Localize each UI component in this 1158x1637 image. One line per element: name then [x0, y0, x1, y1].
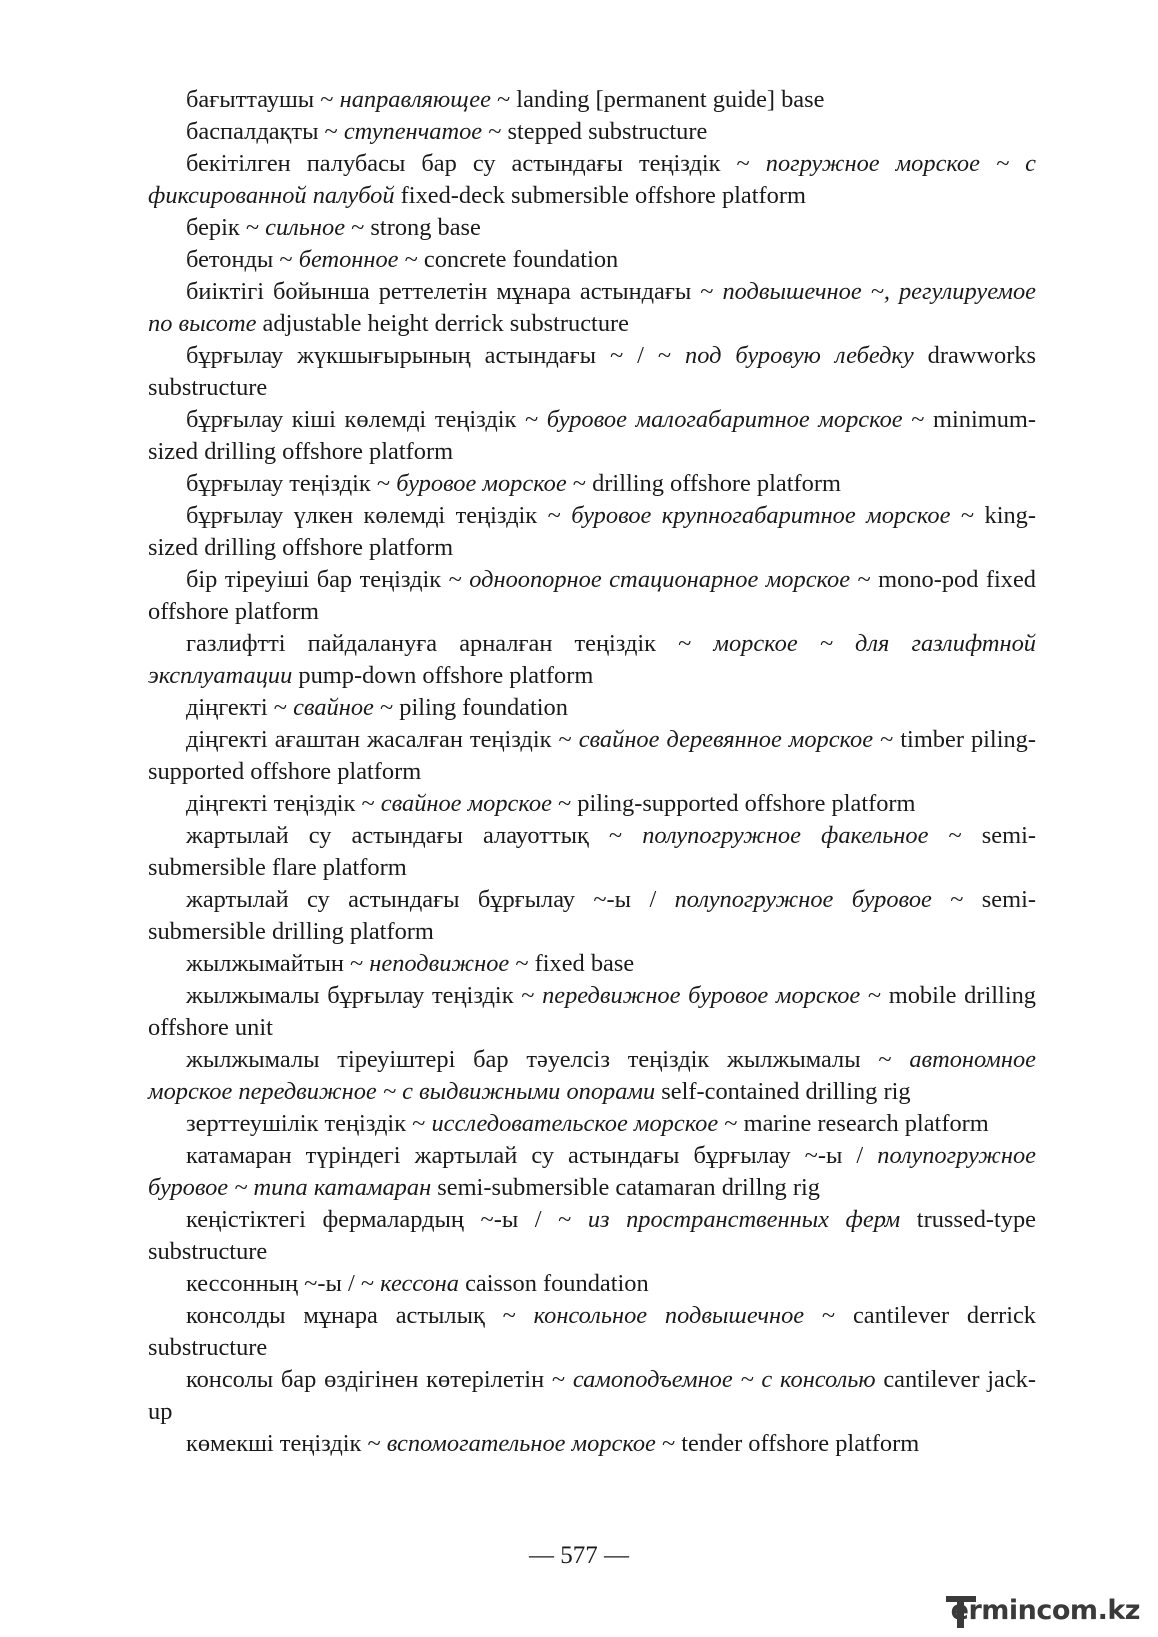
kazakh-term: жартылай су астындағы алауоттық ~	[186, 822, 643, 849]
dictionary-entry	[148, 500, 1036, 564]
english-term: cantilever jack-up	[148, 1366, 1036, 1425]
russian-term: неподвижное	[369, 950, 510, 977]
kazakh-term: газлифтті пайдалануға арналған теңіздік ~	[186, 630, 714, 657]
dictionary-entry	[148, 244, 1036, 276]
english-term: ~ marine research platform	[718, 1110, 989, 1137]
dictionary-entry	[148, 948, 1036, 980]
kazakh-term: бұрғылау теңіздік ~	[186, 470, 397, 497]
kazakh-term: баспалдақты ~	[186, 118, 344, 145]
english-term: trussed-type substructure	[148, 1206, 1037, 1265]
kazakh-term: бір тіреуіші бар теңіздік ~	[186, 566, 470, 593]
russian-term: вспомогательное морское	[386, 1430, 656, 1457]
english-term: ~ semi-submersible flare platform	[148, 822, 1036, 881]
kazakh-term: көмекші теңіздік ~	[186, 1430, 387, 1457]
english-term: fixed-deck submersible offshore platform	[394, 182, 806, 209]
dictionary-entry	[148, 1140, 1036, 1204]
dictionary-entry	[148, 1364, 1036, 1428]
dictionary-entry	[148, 564, 1036, 628]
russian-term: погружное морское ~ с фиксированной палубой	[148, 150, 1036, 209]
english-term: ~ cantilever derrick substructure	[148, 1302, 1036, 1361]
russian-term: из пространственных ферм	[587, 1206, 901, 1233]
english-term: self-contained drilling rig	[655, 1078, 911, 1105]
english-term: adjustable height derrick substructure	[256, 310, 629, 337]
dictionary-entry	[148, 404, 1036, 468]
english-term: ~ king-sized drilling offshore platform	[148, 502, 1036, 561]
dictionary-entry	[148, 820, 1036, 884]
russian-term: самоподъемное ~ с консолью	[572, 1366, 876, 1393]
russian-term: консольное подвышечное	[533, 1302, 805, 1329]
dictionary-entry	[148, 84, 1036, 116]
dictionary-entry	[148, 340, 1036, 404]
russian-term: свайное морское	[380, 790, 552, 817]
dictionary-entry	[148, 724, 1036, 788]
kazakh-term: катамаран түріндегі жартылай су астындағы бұрғылау ~-ы /	[186, 1142, 878, 1169]
dictionary-entry	[148, 116, 1036, 148]
dictionary-entry	[148, 1204, 1036, 1268]
dictionary-entry	[148, 1108, 1036, 1140]
kazakh-term: діңгекті ~	[186, 694, 294, 721]
russian-term: исследовательское морское	[431, 1110, 719, 1137]
russian-term: полупогружное буровое ~ типа катамаран	[148, 1142, 1036, 1201]
english-term: ~ fixed base	[509, 950, 635, 977]
russian-term: полупогружное факельное	[642, 822, 929, 849]
dictionary-entry	[148, 1428, 1036, 1460]
kazakh-term: кеңістіктегі фермалардың ~-ы / ~	[186, 1206, 588, 1233]
dictionary-entry	[148, 276, 1036, 340]
english-term: ~ landing [permanent guide] base	[490, 86, 825, 113]
english-term: semi-submersible catamaran drillng rig	[431, 1174, 820, 1201]
russian-term: буровое крупногабаритное морское	[571, 502, 951, 529]
russian-term: бетонное	[298, 246, 399, 273]
english-term: ~ drilling offshore platform	[566, 470, 841, 497]
russian-term: передвижное буровое морское	[542, 982, 861, 1009]
russian-term: ступенчатое	[343, 118, 483, 145]
kazakh-term: діңгекті ағаштан жасалған теңіздік ~	[186, 726, 579, 753]
russian-term: морское ~ для газлифтной эксплуатации	[148, 630, 1036, 689]
dictionary-entry	[148, 1300, 1036, 1364]
dictionary-entry	[148, 980, 1036, 1044]
english-term: ~ mobile drilling offshore unit	[148, 982, 1036, 1041]
russian-term: подвышечное ~, регулируемое по высоте	[148, 278, 1036, 337]
russian-term: направляющее	[339, 86, 491, 113]
dictionary-entry	[148, 884, 1036, 948]
russian-term: свайное деревянное морское	[578, 726, 874, 753]
kazakh-term: бағыттаушы ~	[186, 86, 340, 113]
dictionary-entry	[148, 1044, 1036, 1108]
russian-term: кессона	[380, 1270, 459, 1297]
kazakh-term: кессонның ~-ы / ~	[186, 1270, 381, 1297]
dictionary-entry	[148, 788, 1036, 820]
kazakh-term: зерттеушілік теңіздік ~	[186, 1110, 432, 1137]
kazakh-term: консолды мұнара астылық ~	[186, 1302, 534, 1329]
english-term: ~ timber piling-supported offshore platform	[148, 726, 1036, 785]
kazakh-term: жылжымайтын ~	[186, 950, 370, 977]
english-term: ~ mono-pod fixed offshore platform	[148, 566, 1037, 625]
english-term: ~ tender offshore platform	[655, 1430, 920, 1457]
kazakh-term: биіктігі бойынша реттелетін мұнара астындағы ~	[186, 278, 723, 305]
kazakh-term: бұрғылау үлкен көлемді теңіздік ~	[186, 502, 572, 529]
kazakh-term: жылжымалы бұрғылау теңіздік ~	[186, 982, 543, 1009]
page-number: — 577 —	[529, 1542, 629, 1569]
dictionary-entry	[148, 148, 1036, 212]
watermark-logo	[944, 1592, 1144, 1632]
english-term: ~ concrete foundation	[398, 246, 619, 273]
dictionary-entries	[148, 84, 1036, 1460]
dictionary-entry	[148, 1268, 1036, 1300]
kazakh-term: берік ~	[186, 214, 266, 241]
russian-term: полупогружное буровое	[674, 886, 932, 913]
english-term: drawworks substructure	[148, 342, 1037, 401]
english-term: ~ piling foundation	[373, 694, 568, 721]
russian-term: под буровую лебедку	[685, 342, 914, 369]
kazakh-term: бетонды ~	[186, 246, 299, 273]
kazakh-term: жартылай су астындағы бұрғылау ~-ы /	[186, 886, 675, 913]
dictionary-entry	[148, 692, 1036, 724]
english-term: ~ strong base	[345, 214, 481, 241]
russian-term: буровое морское	[396, 470, 567, 497]
english-term: ~ minimum-sized drilling offshore platform	[148, 406, 1037, 465]
russian-term: одноопорное стационарное морское	[469, 566, 851, 593]
dictionary-entry	[148, 468, 1036, 500]
kazakh-term: консолы бар өздігінен көтерілетін ~	[186, 1366, 573, 1393]
russian-term: автономное морское передвижное ~ с выдвижными опорами	[148, 1046, 1036, 1105]
english-term: pump-down offshore platform	[292, 662, 594, 689]
kazakh-term: бұрғылау кіші көлемді теңіздік ~	[186, 406, 547, 433]
kazakh-term: бұрғылау жүкшығырының астындағы ~ / ~	[186, 342, 686, 369]
kazakh-term: бекітілген палубасы бар су астындағы теңіздік ~	[186, 150, 766, 177]
english-term: caisson foundation	[458, 1270, 649, 1297]
russian-term: буровое малогабаритное морское	[546, 406, 903, 433]
kazakh-term: діңгекті теңіздік ~	[186, 790, 381, 817]
dictionary-entry	[148, 628, 1036, 692]
english-term: ~ semi-submersible drilling platform	[148, 886, 1036, 945]
english-term: ~ piling-supported offshore platform	[551, 790, 916, 817]
kazakh-term: жылжымалы тіреуіштері бар тәуелсіз теңіздік жылжымалы ~	[186, 1046, 910, 1073]
english-term: ~ stepped substructure	[482, 118, 708, 145]
russian-term: свайное	[293, 694, 374, 721]
dictionary-entry	[148, 212, 1036, 244]
russian-term: сильное	[265, 214, 346, 241]
watermark-text: ermincom.kz	[950, 1595, 1140, 1626]
